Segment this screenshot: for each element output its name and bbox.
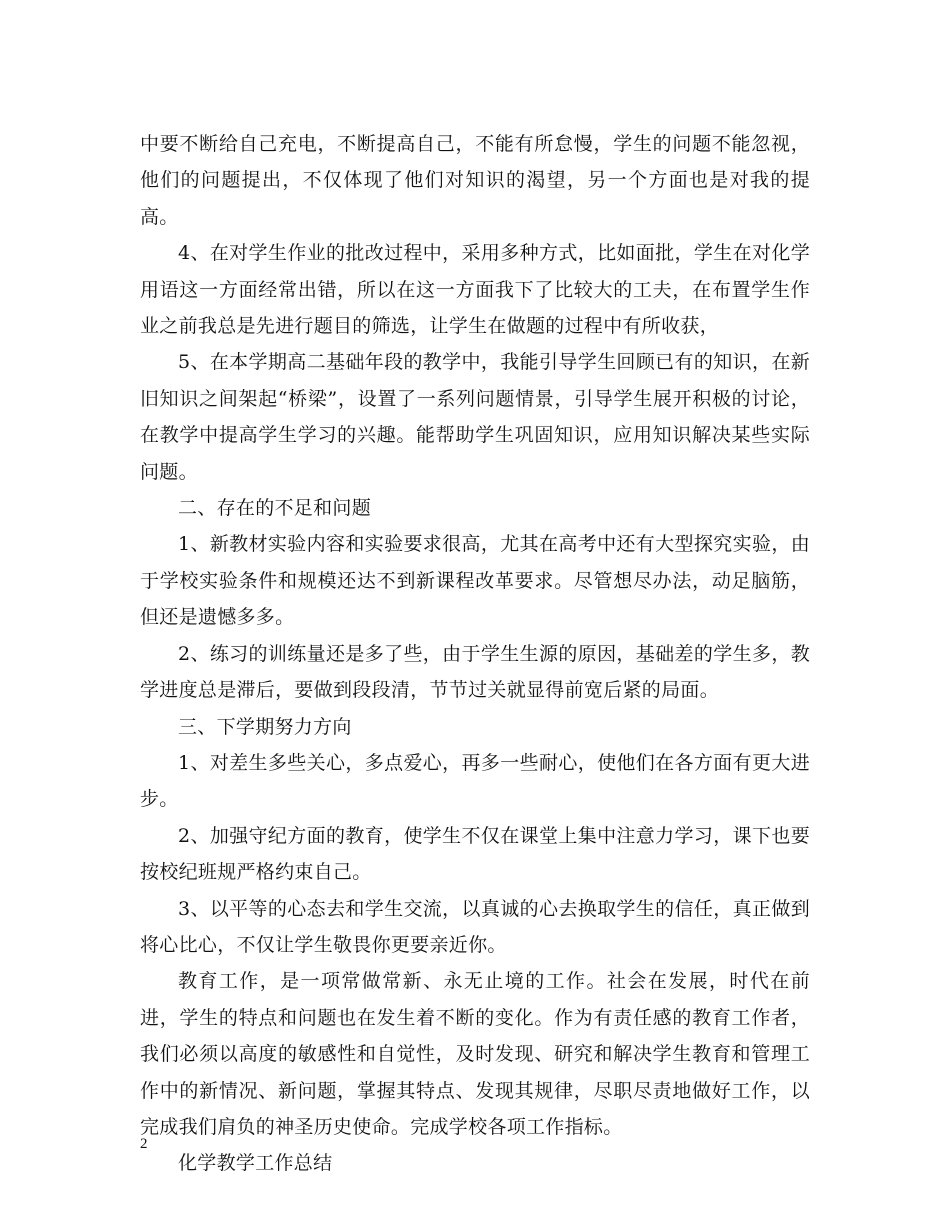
paragraph: 教育工作，是一项常做常新、永无止境的工作。社会在发展，时代在前进，学生的特点和问题也在发生着不断的变化。作为有责任感的教育工作者，我们必须以高度的敏感性和自觉性，及时发现、研究和解决学生教育和管理工作中的新情况、新问题，掌握其特点、发现其规律，尽职尽责地做好工作，以完成我们肩负的神圣历史使命。完成学校各项工作指标。 bbox=[140, 970, 810, 1138]
document-body bbox=[140, 126, 810, 1182]
paragraph: 4、在对学生作业的批改过程中，采用多种方式，比如面批，学生在对化学用语这一方面经常出错，所以在这一方面我下了比较大的工夫，在布置学生作业之前我总是先进行题目的筛选，让学生在做题的过程中有所收获， bbox=[140, 242, 810, 338]
paragraph: 5、在本学期高二基础年段的教学中，我能引导学生回顾已有的知识，在新旧知识之间架起“桥梁”，设置了一系列问题情景，引导学生展开积极的讨论，在教学中提高学生学习的兴趣。能帮助学生巩固知识，应用知识解决某些实际问题。 bbox=[140, 351, 810, 483]
paragraph: 中要不断给自己充电，不断提高自己，不能有所怠慢，学生的问题不能忽视，他们的问题提出，不仅体现了他们对知识的渴望，另一个方面也是对我的提高。 bbox=[140, 133, 810, 228]
paragraph: 1、新教材实验内容和实验要求很高，尤其在高考中还有大型探究实验，由于学校实验条件和规模还达不到新课程改革要求。尽管想尽办法，动足脑筋，但还是遗憾多多。 bbox=[140, 533, 810, 629]
section-heading: 二、存在的不足和问题 bbox=[178, 497, 372, 520]
paragraph: 2、加强守纪方面的教育，使学生不仅在课堂上集中注意力学习，课下也要按校纪班规严格约束自己。 bbox=[140, 824, 810, 884]
document-title: 化学教学工作总结 bbox=[178, 1152, 333, 1175]
section-heading: 三、下学期努力方向 bbox=[178, 715, 352, 738]
paragraph: 1、对差生多些关心，多点爱心，再多一些耐心，使他们在各方面有更大进步。 bbox=[140, 751, 810, 811]
paragraph: 2、练习的训练量还是多了些，由于学生生源的原因，基础差的学生多，教学进度总是滞后，要做到段段清，节节过关就显得前宽后紧的局面。 bbox=[140, 642, 810, 702]
page-number: 2 bbox=[140, 1136, 148, 1152]
paragraph: 3、以平等的心态去和学生交流，以真诚的心去换取学生的信任，真正做到将心比心，不仅让学生敬畏你更要亲近你。 bbox=[140, 897, 810, 956]
